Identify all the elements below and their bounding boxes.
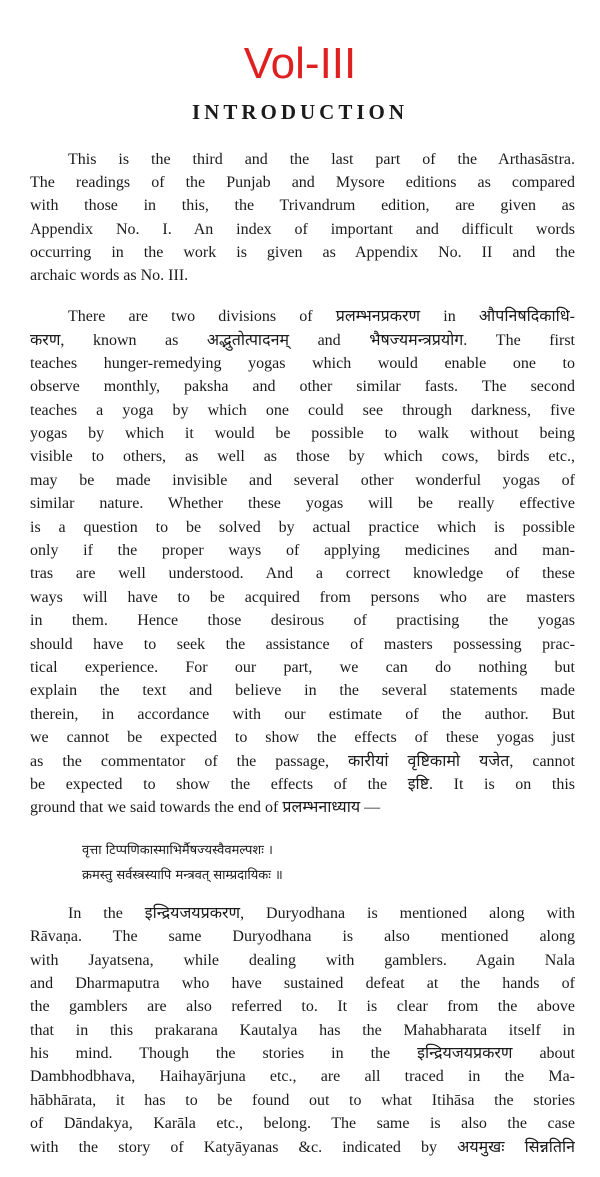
text-line: is a question to be solved by actual practice which is possible (30, 518, 575, 536)
text-line: explain the text and believe in the several statements made (30, 682, 575, 700)
text-line: teaches hunger-remedying yogas which would enable one to (30, 354, 575, 372)
text-line: with those in this, the Trivandrum edition, are given as (30, 197, 575, 215)
text-line: that in this prakarana Kautalya has the Mahabharata itself in (30, 1021, 575, 1039)
text-line: similar nature. Whether these yogas will be really effective (30, 495, 575, 513)
volume-label: Vol-III (243, 39, 357, 88)
text-line: as the commentator of the passage, कारीयां वृष्टिकामो यजेत, cannot (30, 752, 575, 770)
text-line: The readings of the Punjab and Mysore editions as compared (30, 174, 575, 192)
text-line: tical experience. For our part, we can do nothing but (30, 658, 575, 676)
text-line: should have to seek the assistance of masters possessing prac- (30, 635, 575, 653)
text-line: Rāvaṇa. The same Duryodhana is also mentioned along (30, 928, 575, 946)
text-line: archaic words as No. III. (30, 266, 189, 284)
text-line: करण, known as अद्भुतोत्पादनम् and भैषज्यमन्त्रप्रयोग. The first (30, 331, 575, 349)
text-line: only if the proper ways of applying medicines and man- (30, 542, 575, 560)
text-line: therein, in accordance with our estimate of the author. But (30, 705, 575, 723)
text-line: tras are well understood. And a correct knowledge of these (30, 565, 575, 583)
text-line: Appendix No. I. An index of important and difficult words (30, 220, 575, 238)
text-line: teaches a yoga by which one could see through darkness, five (30, 401, 575, 419)
text-line: with Jayatsena, while dealing with gamblers. Again Nala (30, 951, 575, 969)
text-line: and Dharmaputra who have sustained defeat at the hands of (30, 974, 575, 992)
paragraph-2 (30, 305, 575, 820)
text-line: ways will have to be acquired from persons who are masters (30, 588, 575, 606)
text-line: visible to others, as well as those by which cows, birds etc., (30, 448, 575, 466)
text-line: with the story of Katyāyanas &c. indicated by अयमुखः सिन्नतिनि (30, 1138, 575, 1156)
verse-line: क्रमस्तु सर्वस्त्रस्यापि मन्त्रवत् साम्प्रदायिकः ॥ (82, 867, 283, 883)
text-line: the gamblers are also referred to. It is clear from the above (30, 998, 575, 1016)
paragraph-3 (30, 902, 575, 1159)
text-line: In the इन्द्रियजयप्रकरण, Duryodhana is mentioned along with (68, 904, 575, 922)
body-text (30, 148, 575, 1177)
sanskrit-verse (30, 838, 575, 888)
text-line: of Dāndakya, Karāla etc., belong. The same is also the case (30, 1115, 575, 1133)
paragraph-1 (30, 148, 575, 287)
text-line: may be made invisible and several other wonderful yogas of (30, 471, 575, 489)
text-line: be expected to show the effects of the इष्टि. It is on this (30, 775, 575, 793)
page-title: INTRODUCTION (191, 100, 409, 124)
text-line: his mind. Though the stories in the इन्द्रियजयप्रकरण about (30, 1045, 575, 1063)
text-line: in them. Hence those desirous of practising the yogas (30, 612, 575, 630)
text-line: There are two divisions of प्रलम्भनप्रकरण in औपनिषदिकाधि- (68, 308, 575, 326)
text-line: This is the third and the last part of the Arthasāstra. (68, 151, 575, 168)
text-line: ground that we said towards the end of प्रलम्भनाध्याय — (30, 799, 381, 817)
text-line: hābhārata, it has to be found out to what Itihāsa the stories (30, 1091, 575, 1109)
text-line: Dambhodbhava, Haihayārjuna etc., are all traced in the Ma- (30, 1068, 575, 1086)
text-line: occurring in the work is given as Appendix No. II and the (30, 243, 575, 261)
text-line: we cannot be expected to show the effects of these yogas just (30, 729, 575, 747)
text-line: observe monthly, paksha and other similar fasts. The second (30, 378, 575, 396)
text-line: yogas by which it would be possible to walk without being (30, 425, 575, 443)
verse-line: वृत्ता टिप्पणिकास्माभिर्मैषज्यस्वैवमल्पशः । (82, 842, 273, 858)
